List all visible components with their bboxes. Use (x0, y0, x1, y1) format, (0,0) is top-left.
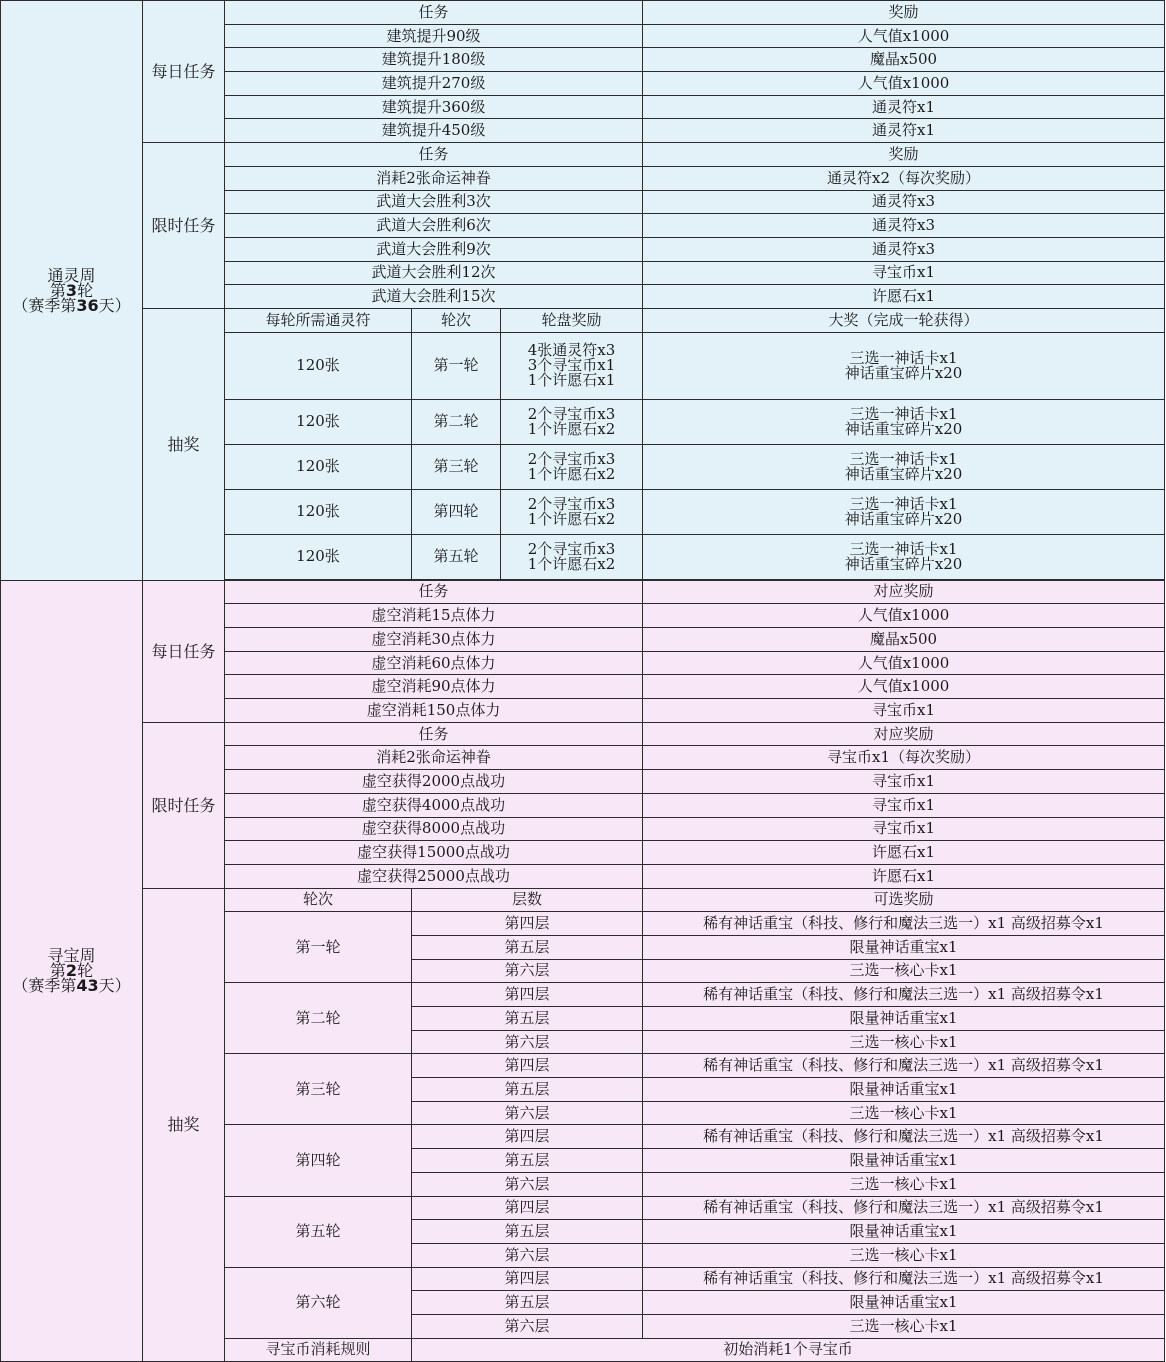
layer-cell: 第四层 (412, 1267, 643, 1291)
week-label (1, 580, 143, 1362)
reward-cell: 三选一核心卡x1 (643, 1314, 1165, 1338)
layer-cell: 第五层 (412, 1007, 643, 1031)
reward-cell: 人气值x1000 (643, 604, 1165, 628)
grand-reward-cell: 三选一神话卡x1 神话重宝碎片x20 (643, 444, 1165, 489)
reward-cell: 寻宝币x1 (643, 699, 1165, 723)
lingzhou-section (1, 1, 1165, 581)
task-cell: 建筑提升180级 (225, 48, 643, 72)
reward-cell: 人气值x1000 (643, 651, 1165, 675)
layer-cell: 第六层 (412, 1030, 643, 1054)
column-header: 每轮所需通灵符 (225, 308, 412, 332)
column-header: 任务 (225, 143, 643, 167)
layer-cell: 第六层 (412, 1243, 643, 1267)
need-cell: 120张 (225, 444, 412, 489)
section-label: 抽奖 (143, 308, 225, 580)
layer-cell: 第六层 (412, 959, 643, 983)
reward-cell: 限量神话重宝x1 (643, 1220, 1165, 1244)
round-cell: 第五轮 (225, 1196, 412, 1267)
layer-cell: 第六层 (412, 1101, 643, 1125)
reward-cell: 三选一核心卡x1 (643, 1243, 1165, 1267)
task-cell: 武道大会胜利15次 (225, 285, 643, 309)
reward-cell: 魔晶x500 (643, 628, 1165, 652)
column-header: 大奖（完成一轮获得） (643, 308, 1165, 332)
wheel-reward-cell: 4张通灵符x3 3个寻宝币x1 1个许愿石x1 (501, 332, 643, 399)
week-day: （赛季第43天） (12, 976, 131, 996)
section-label: 限时任务 (143, 143, 225, 309)
section-label: 每日任务 (143, 1, 225, 143)
reward-cell: 通灵符x3 (643, 214, 1165, 238)
column-header: 任务 (225, 722, 643, 746)
reward-cell: 通灵符x3 (643, 237, 1165, 261)
week-day: （赛季第36天） (12, 295, 131, 315)
reward-cell: 限量神话重宝x1 (643, 1149, 1165, 1173)
round-cell: 第三轮 (412, 444, 501, 489)
reward-cell: 通灵符x3 (643, 190, 1165, 214)
rule-label: 寻宝币消耗规则 (225, 1338, 412, 1362)
round-cell: 第一轮 (412, 332, 501, 399)
week-label (1, 1, 143, 581)
week-round: 第3轮 (49, 280, 94, 300)
week-name: 通灵周 (47, 265, 96, 285)
task-cell: 建筑提升270级 (225, 72, 643, 96)
task-cell: 建筑提升90级 (225, 24, 643, 48)
layer-cell: 第四层 (412, 1054, 643, 1078)
round-cell: 第三轮 (225, 1054, 412, 1125)
reward-cell: 许愿石x1 (643, 285, 1165, 309)
grand-reward-cell: 三选一神话卡x1 神话重宝碎片x20 (643, 489, 1165, 534)
task-cell: 消耗2张命运神眷 (225, 746, 643, 770)
reward-cell: 寻宝币x1 (643, 793, 1165, 817)
reward-cell: 稀有神话重宝（科技、修行和魔法三选一）x1 高级招募令x1 (643, 1196, 1165, 1220)
reward-cell: 人气值x1000 (643, 72, 1165, 96)
column-header: 任务 (225, 580, 643, 604)
reward-cell: 许愿石x1 (643, 864, 1165, 888)
need-cell: 120张 (225, 399, 412, 444)
task-cell: 武道大会胜利3次 (225, 190, 643, 214)
task-cell: 虚空消耗90点体力 (225, 675, 643, 699)
layer-cell: 第五层 (412, 1291, 643, 1315)
column-header: 可选奖励 (643, 888, 1165, 912)
column-header: 轮次 (412, 308, 501, 332)
reward-cell: 许愿石x1 (643, 841, 1165, 865)
reward-cell: 魔晶x500 (643, 48, 1165, 72)
layer-cell: 第五层 (412, 935, 643, 959)
task-cell: 虚空消耗30点体力 (225, 628, 643, 652)
section-label: 限时任务 (143, 722, 225, 888)
layer-cell: 第四层 (412, 1125, 643, 1149)
layer-cell: 第五层 (412, 1220, 643, 1244)
column-header: 奖励 (643, 1, 1165, 25)
task-cell: 虚空获得8000点战功 (225, 817, 643, 841)
layer-cell: 第六层 (412, 1172, 643, 1196)
layer-cell: 第四层 (412, 1196, 643, 1220)
week-name: 寻宝周 (47, 946, 96, 966)
reward-cell: 通灵符x1 (643, 119, 1165, 143)
task-cell: 虚空获得4000点战功 (225, 793, 643, 817)
reward-cell: 限量神话重宝x1 (643, 1291, 1165, 1315)
round-cell: 第四轮 (225, 1125, 412, 1196)
column-header: 轮次 (225, 888, 412, 912)
reward-cell: 三选一核心卡x1 (643, 1101, 1165, 1125)
reward-cell: 人气值x1000 (643, 675, 1165, 699)
round-cell: 第五轮 (412, 534, 501, 579)
column-header: 对应奖励 (643, 722, 1165, 746)
reward-cell: 限量神话重宝x1 (643, 1007, 1165, 1031)
reward-cell: 寻宝币x1 (643, 817, 1165, 841)
layer-cell: 第六层 (412, 1314, 643, 1338)
xunbao-section (1, 580, 1165, 1362)
need-cell: 120张 (225, 332, 412, 399)
round-cell: 第四轮 (412, 489, 501, 534)
reward-cell: 通灵符x1 (643, 95, 1165, 119)
reward-cell: 三选一核心卡x1 (643, 959, 1165, 983)
round-cell: 第二轮 (225, 983, 412, 1054)
task-cell: 虚空获得2000点战功 (225, 770, 643, 794)
layer-cell: 第四层 (412, 912, 643, 936)
grand-reward-cell: 三选一神话卡x1 神话重宝碎片x20 (643, 399, 1165, 444)
layer-cell: 第四层 (412, 983, 643, 1007)
reward-cell: 三选一核心卡x1 (643, 1172, 1165, 1196)
need-cell: 120张 (225, 489, 412, 534)
grand-reward-cell: 三选一神话卡x1 神话重宝碎片x20 (643, 534, 1165, 579)
wheel-reward-cell: 2个寻宝币x3 1个许愿石x2 (501, 534, 643, 579)
reward-cell: 寻宝币x1 (643, 261, 1165, 285)
task-cell: 武道大会胜利6次 (225, 214, 643, 238)
reward-cell: 寻宝币x1（每次奖励） (643, 746, 1165, 770)
task-cell: 虚空消耗15点体力 (225, 604, 643, 628)
wheel-reward-cell: 2个寻宝币x3 1个许愿石x2 (501, 399, 643, 444)
section-label: 抽奖 (143, 888, 225, 1362)
column-header: 任务 (225, 1, 643, 25)
reward-cell: 限量神话重宝x1 (643, 1078, 1165, 1102)
task-cell: 武道大会胜利9次 (225, 237, 643, 261)
layer-cell: 第五层 (412, 1078, 643, 1102)
reward-cell: 通灵符x2（每次奖励） (643, 166, 1165, 190)
task-cell: 虚空获得25000点战功 (225, 864, 643, 888)
wheel-reward-cell: 2个寻宝币x3 1个许愿石x2 (501, 489, 643, 534)
column-header: 轮盘奖励 (501, 308, 643, 332)
reward-cell: 稀有神话重宝（科技、修行和魔法三选一）x1 高级招募令x1 (643, 912, 1165, 936)
task-cell: 建筑提升360级 (225, 95, 643, 119)
week-round: 第2轮 (49, 961, 94, 981)
task-cell: 建筑提升450级 (225, 119, 643, 143)
column-header: 对应奖励 (643, 580, 1165, 604)
round-cell: 第一轮 (225, 912, 412, 983)
reward-cell: 稀有神话重宝（科技、修行和魔法三选一）x1 高级招募令x1 (643, 1125, 1165, 1149)
task-cell: 武道大会胜利12次 (225, 261, 643, 285)
reward-cell: 稀有神话重宝（科技、修行和魔法三选一）x1 高级招募令x1 (643, 1267, 1165, 1291)
task-cell: 消耗2张命运神眷 (225, 166, 643, 190)
section-label: 每日任务 (143, 580, 225, 722)
layer-cell: 第五层 (412, 1149, 643, 1173)
reward-cell: 稀有神话重宝（科技、修行和魔法三选一）x1 高级招募令x1 (643, 983, 1165, 1007)
column-header: 奖励 (643, 143, 1165, 167)
task-cell: 虚空消耗60点体力 (225, 651, 643, 675)
need-cell: 120张 (225, 534, 412, 579)
reward-cell: 三选一核心卡x1 (643, 1030, 1165, 1054)
reward-cell: 稀有神话重宝（科技、修行和魔法三选一）x1 高级招募令x1 (643, 1054, 1165, 1078)
round-cell: 第六轮 (225, 1267, 412, 1338)
round-cell: 第二轮 (412, 399, 501, 444)
grand-reward-cell: 三选一神话卡x1 神话重宝碎片x20 (643, 332, 1165, 399)
reward-cell: 限量神话重宝x1 (643, 935, 1165, 959)
wheel-reward-cell: 2个寻宝币x3 1个许愿石x2 (501, 444, 643, 489)
task-cell: 虚空消耗150点体力 (225, 699, 643, 723)
column-header: 层数 (412, 888, 643, 912)
reward-cell: 人气值x1000 (643, 24, 1165, 48)
rule-value: 初始消耗1个寻宝币 (412, 1338, 1165, 1362)
task-cell: 虚空获得15000点战功 (225, 841, 643, 865)
reward-cell: 寻宝币x1 (643, 770, 1165, 794)
